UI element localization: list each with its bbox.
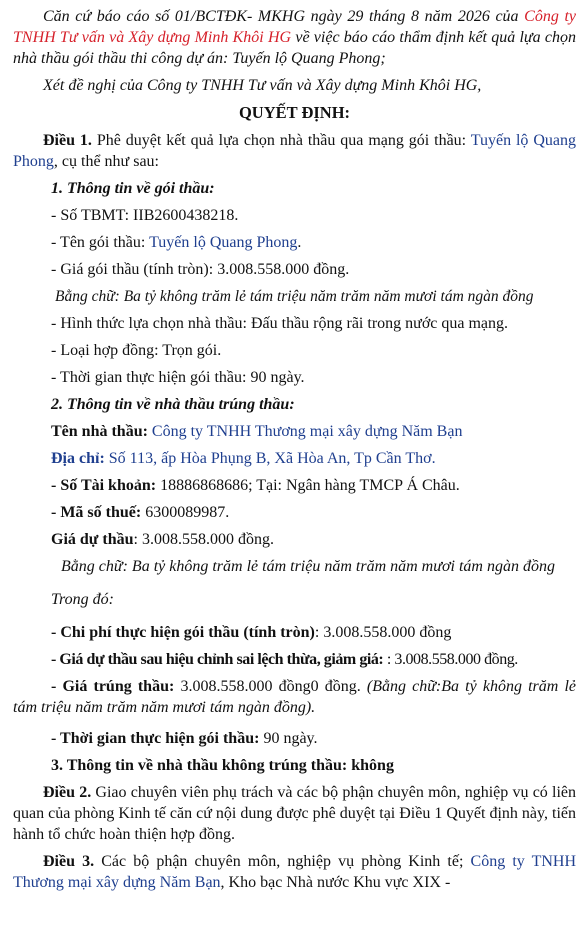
where-label: Trong đó:: [51, 591, 114, 608]
article-1-text-end: , cụ thể như sau:: [53, 153, 159, 170]
basis-text-cont: về việc báo cáo thẩm định kết quả lựa chọn nhà thầu gói thầu thi công dự án: Tuyến lộ Quang Phong;: [13, 29, 577, 67]
address-line: [51, 448, 576, 469]
cost-line: [51, 622, 576, 643]
contract-type-line: - Loại hợp đồng: Trọn gói.: [51, 342, 222, 359]
article-2: [13, 782, 576, 845]
article-3-text-end: , Kho bạc Nhà nước Khu vực XIX -: [220, 874, 451, 891]
section-1-heading: 1. Thông tin về gói thầu:: [51, 180, 215, 197]
account-label: - Số Tài khoản:: [51, 477, 157, 494]
document-title: QUYẾT ĐỊNH:: [238, 103, 351, 122]
winner-name: Công ty TNHH Thương mại xây dựng Năm Bạn: [147, 423, 463, 440]
package-name-line: [51, 232, 576, 253]
article-3: [13, 851, 576, 893]
time-value: 90 ngày.: [259, 730, 318, 747]
account-value: 18886868686; Tại: Ngân hàng TMCP Á Châu.: [156, 477, 460, 494]
preamble-basis: [13, 6, 576, 69]
package-price-words: Bằng chữ: Ba tỷ không trăm lẻ tám triệu năm trăm năm mươi tám ngàn đồng: [55, 288, 534, 305]
address-value: Số 113, ấp Hòa Phụng B, Xã Hòa An, Tp Cần Thơ.: [104, 450, 436, 467]
award-value: 3.008.558.000 đồng0 đồng.: [174, 678, 367, 695]
tbmt-line: - Số TBMT: IIB2600438218.: [51, 207, 239, 224]
selection-method-line: - Hình thức lựa chọn nhà thầu: Đấu thầu rộng rãi trong nước qua mạng.: [51, 315, 509, 332]
article-1-text: Phê duyệt kết quả lựa chọn nhà thầu qua mạng gói thầu:: [91, 132, 471, 149]
section-3-heading: 3. Thông tin về nhà thầu không trúng thầu: không: [51, 757, 394, 774]
winner-label: Tên nhà thầu:: [51, 423, 148, 440]
execution-time-line: [51, 728, 576, 749]
contractor-company-name: Công ty TNHH Thương mại xây dựng Năm Bạn: [13, 853, 577, 891]
award-price-line: [13, 676, 576, 718]
adjusted-price-line: [51, 649, 576, 670]
basis-text: Căn cứ báo cáo số 01/BCTĐK- MKHG ngày 29 tháng 8 năm 2026 của: [43, 8, 525, 25]
article-1-intro: [13, 130, 576, 172]
bid-label: Giá dự thầu: [51, 531, 134, 548]
section-2-heading: 2. Thông tin về nhà thầu trúng thầu:: [51, 396, 295, 413]
bid-price-words: Bằng chữ: Ba tỷ không trăm lẻ tám triệu năm trăm năm mươi tám ngàn đồng: [61, 558, 555, 575]
time-label: - Thời gian thực hiện gói thầu:: [51, 730, 260, 747]
package-name: Tuyến lộ Quang Phong: [149, 234, 298, 251]
article-2-label: Điều 2.: [43, 784, 92, 801]
package-end: .: [297, 234, 302, 251]
preamble-proposal: Xét đề nghị của Công ty TNHH Tư vấn và Xây dựng Minh Khôi HG,: [43, 77, 482, 94]
tax-value: 6300089987.: [141, 504, 230, 521]
account-line: [51, 475, 576, 496]
article-2-text: Giao chuyên viên phụ trách và các bộ phận chuyên môn, nghiệp vụ có liên quan của phòng Kinh tế căn cứ nội dung được phê duyệt tại Điều 1 Quyết định này, tiến hành tổ chức hoàn thiện hợp đồng.: [13, 784, 577, 843]
winner-name-line: [51, 421, 576, 442]
address-label: Địa chỉ:: [51, 450, 105, 467]
tax-label: - Mã số thuế:: [51, 504, 142, 521]
tax-code-line: [51, 502, 576, 523]
cost-label: - Chi phí thực hiện gói thầu (tính tròn): [51, 624, 315, 641]
cost-value: : 3.008.558.000 đồng: [314, 624, 452, 641]
bid-price-line: [51, 529, 576, 550]
article-3-label: Điều 3.: [43, 853, 95, 870]
package-price-line: - Giá gói thầu (tính tròn): 3.008.558.000 đồng.: [51, 261, 350, 278]
article-3-text: Các bộ phận chuyên môn, nghiệp vụ phòng Kinh tế;: [94, 853, 471, 870]
project-name: Tuyến lộ Quang Phong: [13, 132, 577, 170]
award-words: (Bằng chữ:Ba tỷ không trăm lẻ tám triệu năm trăm năm mươi tám ngàn đồng).: [13, 678, 576, 716]
bid-value: : 3.008.558.000 đồng.: [133, 531, 274, 548]
article-1-label: Điều 1.: [43, 132, 92, 149]
award-label: - Giá trúng thầu:: [51, 678, 175, 695]
consultant-company-name: Công ty TNHH Tư vấn và Xây dựng Minh Khôi HG: [13, 8, 577, 46]
package-label: - Tên gói thầu:: [51, 234, 150, 251]
adjusted-label: - Giá dự thầu sau hiệu chỉnh sai lệch thừa, giảm giá:: [51, 651, 384, 668]
duration-line: - Thời gian thực hiện gói thầu: 90 ngày.: [51, 369, 305, 386]
adjusted-value: : 3.008.558.000 đồng.: [383, 651, 518, 668]
